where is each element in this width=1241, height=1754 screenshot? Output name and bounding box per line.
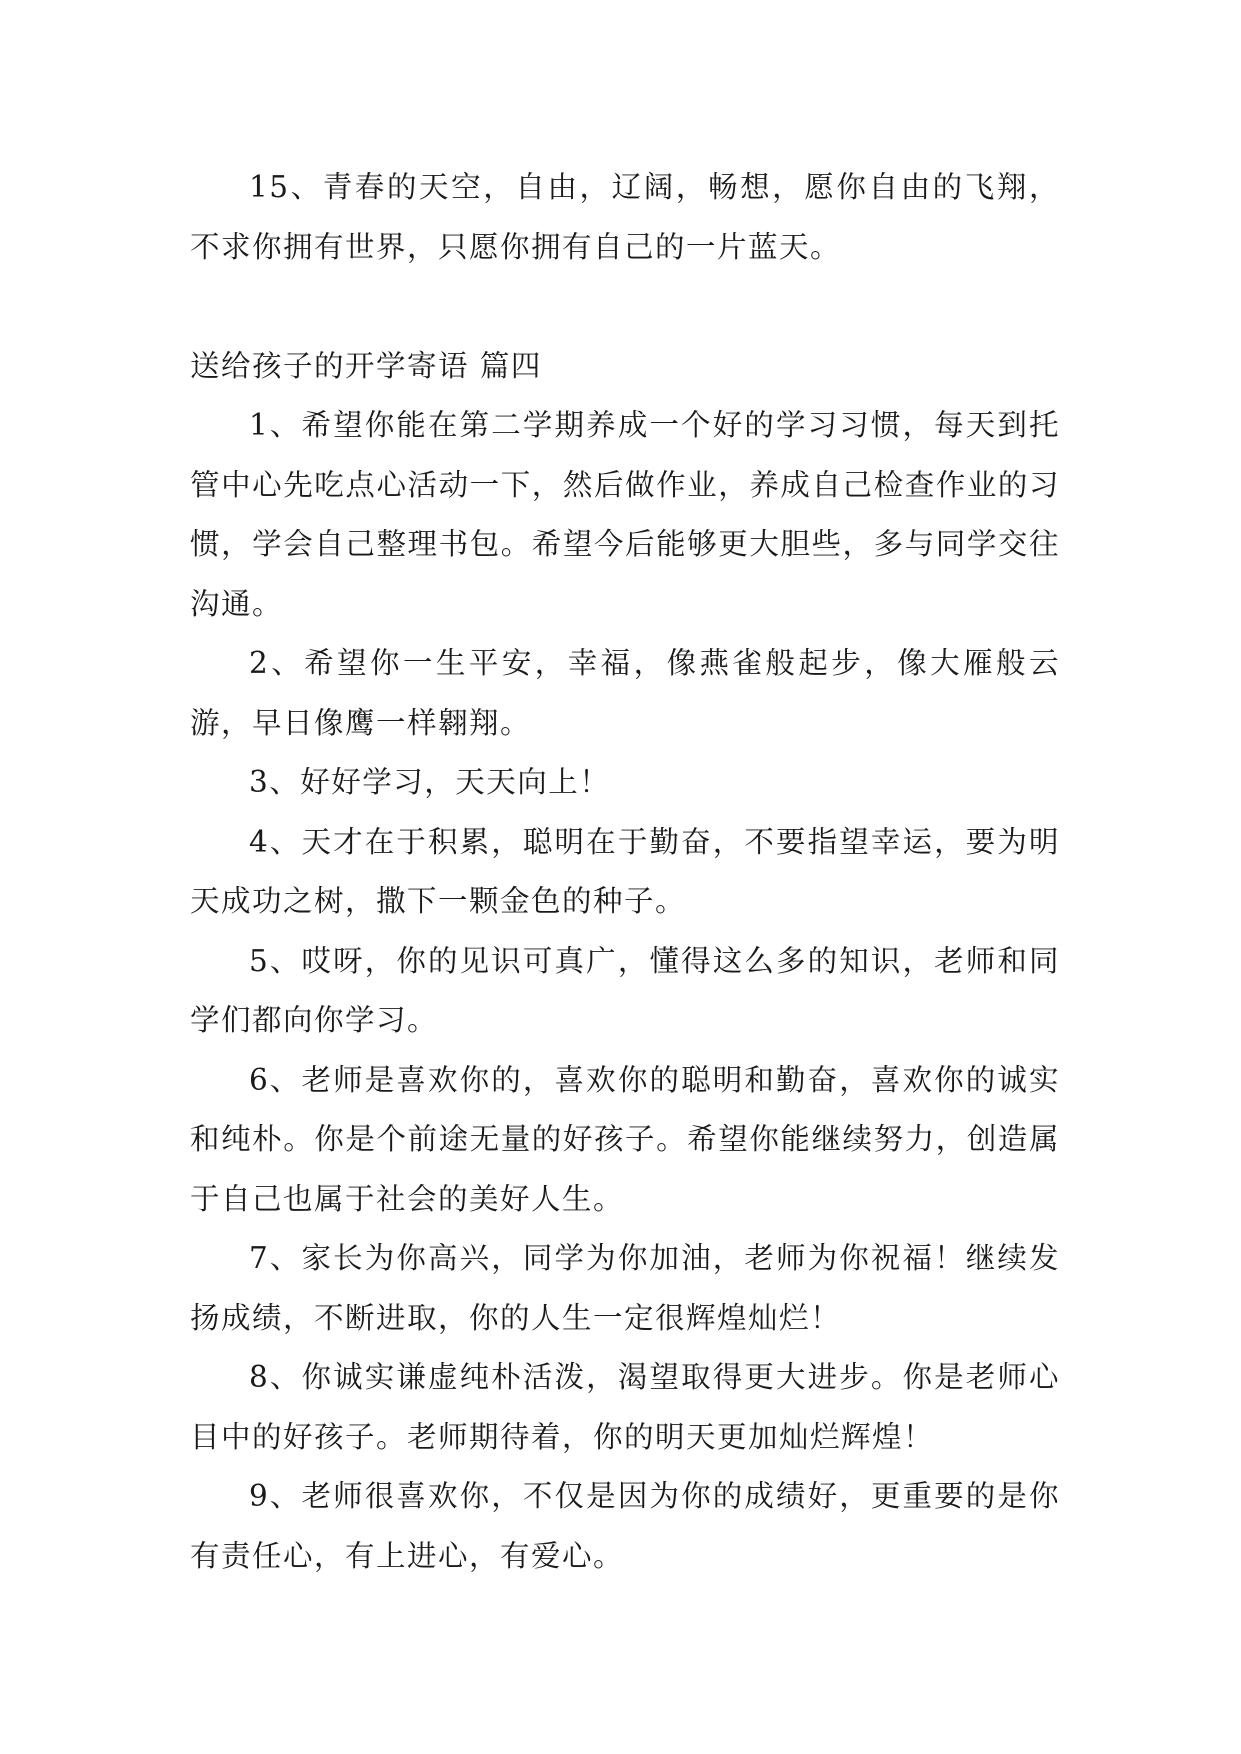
list-item: 2、希望你一生平安，幸福，像燕雀般起步，像大雁般云游，早日像鹰一样翱翔。 — [190, 646, 1060, 740]
list-item: 9、老师很喜欢你，不仅是因为你的成绩好，更重要的是你有责任心，有上进心，有爱心。 — [190, 1479, 1060, 1573]
intro-paragraph: 15、青春的天空，自由，辽阔，畅想，愿你自由的飞翔，不求你拥有世界，只愿你拥有自己的一片蓝天。 — [190, 170, 1060, 264]
list-item: 6、老师是喜欢你的，喜欢你的聪明和勤奋，喜欢你的诚实和纯朴。你是个前途无量的好孩子。希望你能继续努力，创造属于自己也属于社会的美好人生。 — [190, 1062, 1060, 1216]
section-spacer — [190, 277, 1060, 337]
list-item: 1、希望你能在第二学期养成一个好的学习习惯，每天到托管中心先吃点心活动一下，然后做作业，养成自己检查作业的习惯，学会自己整理书包。希望今后能够更大胆些，多与同学交往沟通。 — [190, 408, 1060, 621]
list-item: 7、家长为你高兴，同学为你加油，老师为你祝福！继续发扬成绩，不断进取，你的人生一定很辉煌灿烂！ — [190, 1241, 1060, 1335]
document-body — [190, 158, 1060, 1586]
list-item: 3、好好学习，天天向上！ — [249, 765, 611, 799]
list-item: 4、天才在于积累，聪明在于勤奋，不要指望幸运，要为明天成功之树，撒下一颗金色的种子。 — [190, 824, 1060, 918]
list-item: 8、你诚实谦虚纯朴活泼，渴望取得更大进步。你是老师心目中的好孩子。老师期待着，你的明天更加灿烂辉煌！ — [190, 1360, 1060, 1454]
list-item: 5、哎呀，你的见识可真广，懂得这么多的知识，老师和同学们都向你学习。 — [190, 943, 1060, 1037]
section-heading: 送给孩子的开学寄语 篇四 — [190, 348, 542, 383]
